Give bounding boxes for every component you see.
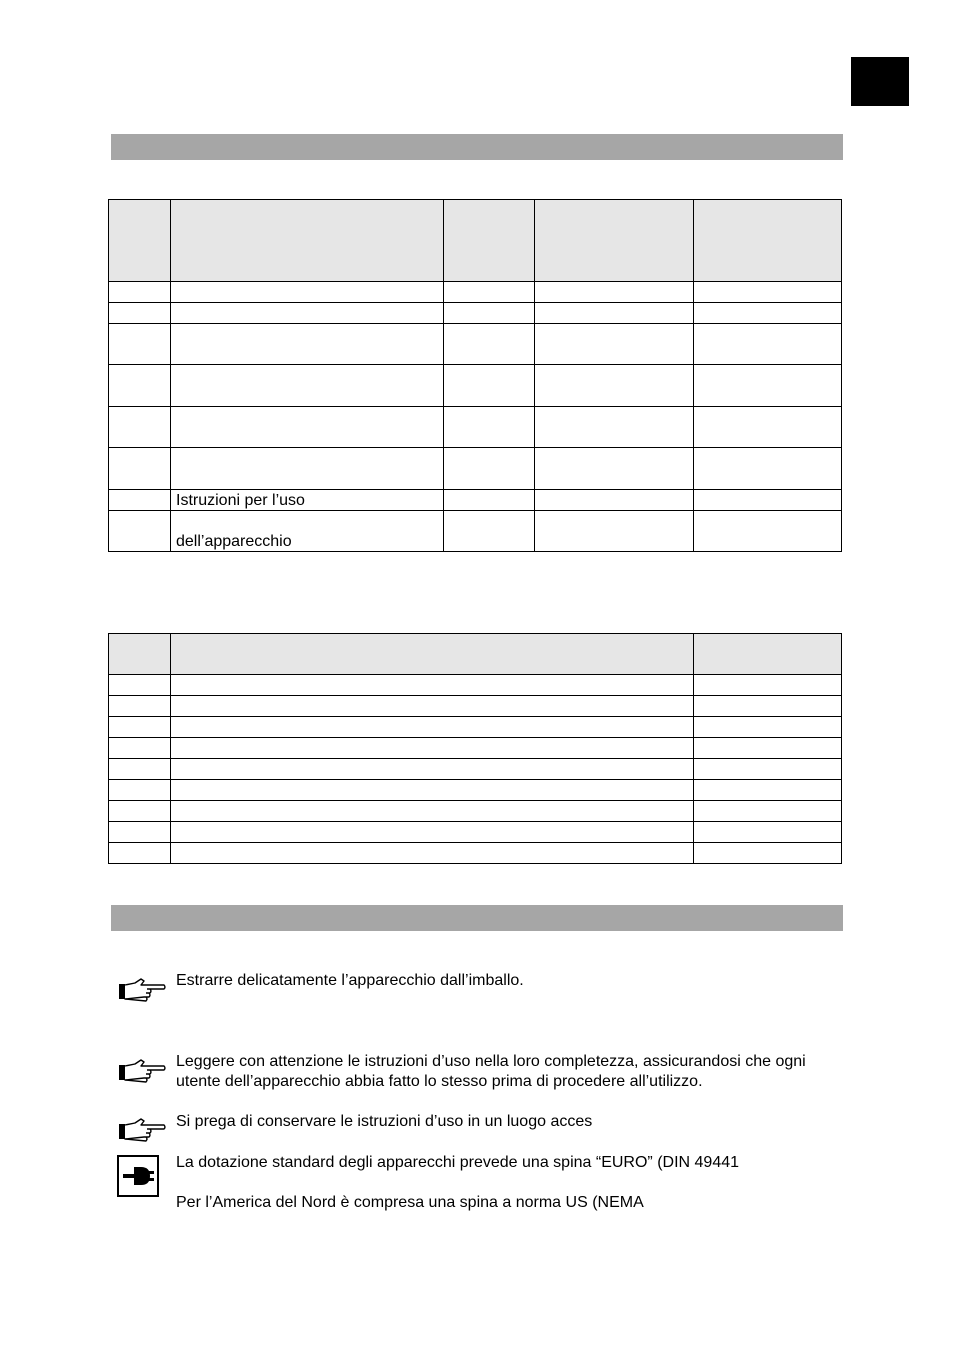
table-cell xyxy=(171,717,694,738)
table-cell xyxy=(444,511,535,552)
table-cell xyxy=(535,365,694,407)
table-row xyxy=(109,801,842,822)
header-cell xyxy=(109,200,171,282)
table-cell xyxy=(171,780,694,801)
table-cell xyxy=(444,448,535,490)
table-cell xyxy=(109,759,171,780)
table-cell xyxy=(535,448,694,490)
table-cell xyxy=(694,843,842,864)
pointing-hand-icon xyxy=(117,1059,167,1085)
table-cell xyxy=(535,490,694,511)
table-cell xyxy=(109,324,171,365)
table-cell xyxy=(694,490,842,511)
table-row xyxy=(109,490,842,511)
table-cell xyxy=(109,843,171,864)
table-cell xyxy=(109,511,171,552)
table-cell xyxy=(171,759,694,780)
header-cell xyxy=(535,200,694,282)
table-cell xyxy=(109,675,171,696)
header-cell xyxy=(694,634,842,675)
table-cell xyxy=(171,365,444,407)
table-cell xyxy=(109,303,171,324)
table-cell xyxy=(109,448,171,490)
table-cell xyxy=(444,324,535,365)
table-row xyxy=(109,303,842,324)
table-row xyxy=(109,717,842,738)
table-cell xyxy=(444,407,535,448)
note-plug-us: Per l’America del Nord è compresa una spina a norma US (NEMA xyxy=(176,1194,644,1211)
table-cell xyxy=(694,717,842,738)
table-cell: Istruzioni per l’uso xyxy=(171,490,444,511)
table-cell xyxy=(694,780,842,801)
table-cell xyxy=(444,490,535,511)
table-cell xyxy=(171,448,444,490)
table-cell xyxy=(109,717,171,738)
table-cell xyxy=(171,843,694,864)
table-row xyxy=(109,843,842,864)
table-cell xyxy=(694,759,842,780)
table-cell xyxy=(109,365,171,407)
table-cell xyxy=(535,303,694,324)
chapter-tab-marker xyxy=(851,57,909,106)
table-cell xyxy=(171,303,444,324)
table-header-row xyxy=(109,200,842,282)
table-cell xyxy=(109,801,171,822)
table-cell xyxy=(171,822,694,843)
section-header-bar-contents xyxy=(111,134,843,160)
table-cell xyxy=(694,303,842,324)
table-cell xyxy=(535,282,694,303)
table-cell xyxy=(535,511,694,552)
table-cell xyxy=(171,696,694,717)
table-cell xyxy=(444,303,535,324)
table-row xyxy=(109,675,842,696)
table-cell xyxy=(444,282,535,303)
table-cell xyxy=(171,282,444,303)
table-cell xyxy=(109,282,171,303)
table-row xyxy=(109,822,842,843)
table-cell xyxy=(109,490,171,511)
pointing-hand-icon xyxy=(117,978,167,1004)
power-plug-icon xyxy=(117,1155,159,1197)
table-cell xyxy=(694,448,842,490)
table-cell xyxy=(694,365,842,407)
table-cell xyxy=(694,738,842,759)
accessories-table xyxy=(108,633,842,864)
table-cell xyxy=(171,324,444,365)
table-cell xyxy=(171,675,694,696)
table-row xyxy=(109,738,842,759)
table-cell xyxy=(109,738,171,759)
header-cell xyxy=(171,634,694,675)
table-row xyxy=(109,365,842,407)
table-cell xyxy=(694,511,842,552)
table-row xyxy=(109,696,842,717)
table-cell xyxy=(171,738,694,759)
table-cell xyxy=(694,675,842,696)
table-cell xyxy=(694,696,842,717)
table-cell xyxy=(694,407,842,448)
table-row xyxy=(109,448,842,490)
section-header-bar-unpacking xyxy=(111,905,843,931)
table-header-row xyxy=(109,634,842,675)
table-cell xyxy=(171,801,694,822)
header-cell xyxy=(444,200,535,282)
table-cell xyxy=(694,282,842,303)
note-keep-instructions: Si prega di conservare le istruzioni d’uso in un luogo acces xyxy=(176,1113,593,1130)
table-row xyxy=(109,407,842,448)
header-cell xyxy=(171,200,444,282)
table-cell xyxy=(444,365,535,407)
table-row xyxy=(109,780,842,801)
table-cell xyxy=(535,407,694,448)
table-cell xyxy=(109,780,171,801)
table-row xyxy=(109,511,842,552)
table-row xyxy=(109,324,842,365)
table-cell: dell’apparecchio xyxy=(171,511,444,552)
table-cell xyxy=(109,822,171,843)
table-cell xyxy=(694,822,842,843)
scope-of-delivery-table xyxy=(108,199,842,552)
note-plug-euro: La dotazione standard degli apparecchi prevede una spina “EURO” (DIN 49441 xyxy=(176,1154,740,1171)
table-row xyxy=(109,282,842,303)
table-cell xyxy=(535,324,694,365)
table-cell xyxy=(109,407,171,448)
note-read-instructions: Leggere con attenzione le istruzioni d’uso nella loro completezza, assicurandosi che ogni utente dell’apparecchio abbia fatto lo stesso prima di procedere all’utilizzo. xyxy=(176,1053,806,1090)
table-row xyxy=(109,759,842,780)
table-cell xyxy=(109,696,171,717)
header-cell xyxy=(109,634,171,675)
pointing-hand-icon xyxy=(117,1118,167,1144)
table-cell xyxy=(171,407,444,448)
note-unpack: Estrarre delicatamente l’apparecchio dall’imballo. xyxy=(176,972,524,989)
table-cell xyxy=(694,801,842,822)
table-cell xyxy=(694,324,842,365)
header-cell xyxy=(694,200,842,282)
